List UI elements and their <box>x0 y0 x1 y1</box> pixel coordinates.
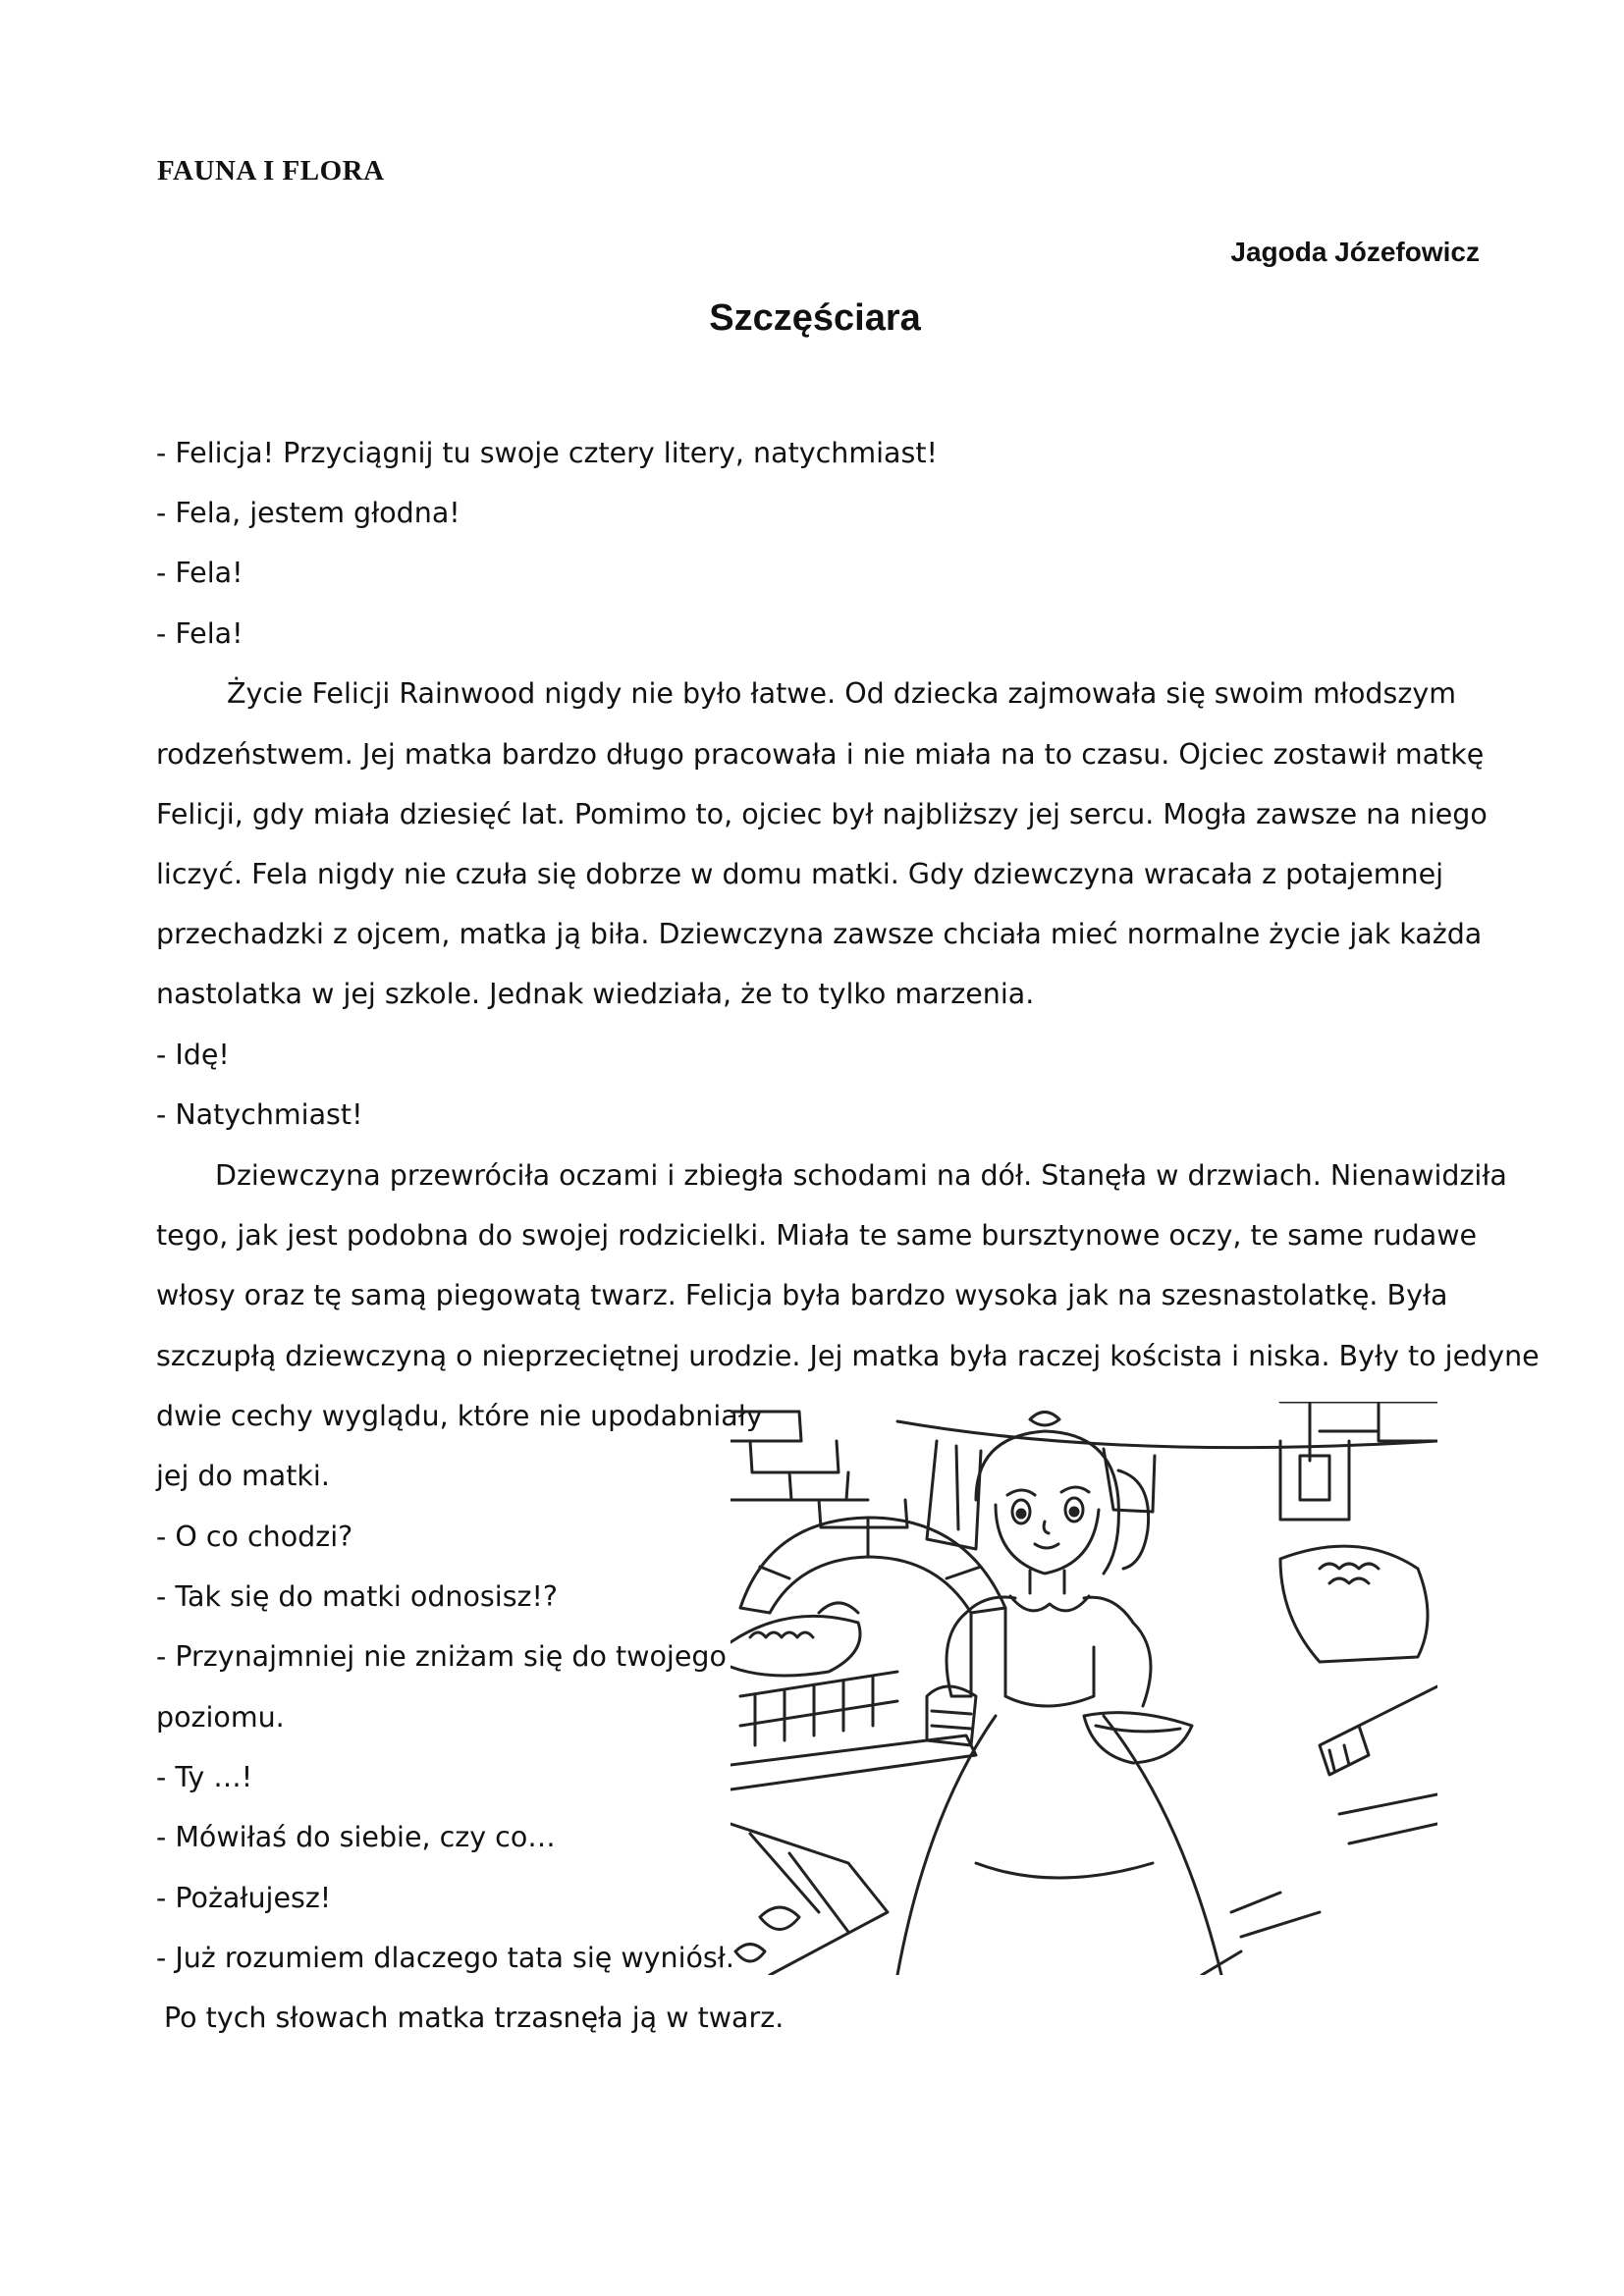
section-heading: FAUNA I FLORA <box>157 155 385 187</box>
body-line: - Fela, jestem głodna! <box>156 497 460 529</box>
body-line: - Przynajmniej nie zniżam się do twojego <box>156 1640 727 1673</box>
body-line: - Fela! <box>156 617 244 650</box>
body-line: tego, jak jest podobna do swojej rodzicielki. Miała te same bursztynowe oczy, te same rudawe <box>156 1219 1478 1252</box>
body-line: dwie cechy wyglądu, które nie upodabniały <box>156 1400 763 1432</box>
body-line: - Już rozumiem dlaczego tata się wyniósł. <box>156 1942 734 1974</box>
body-line: nastolatka w jej szkole. Jednak wiedziała, że to tylko marzenia. <box>156 978 1035 1010</box>
body-line: Życie Felicji Rainwood nigdy nie było łatwe. Od dziecka zajmowała się swoim młodszym <box>227 677 1456 710</box>
body-line: Felicji, gdy miała dziesięć lat. Pomimo to, ojciec był najbliższy jej sercu. Mogła zawsze na niego <box>156 798 1488 830</box>
body-line: jej do matki. <box>156 1460 330 1492</box>
body-line: - Ty …! <box>156 1761 253 1793</box>
body-line: - Natychmiast! <box>156 1098 363 1131</box>
body-line: rodzeństwem. Jej matka bardzo długo pracowała i nie miała na to czasu. Ojciec zostawił matkę <box>156 738 1485 771</box>
girl-in-kitchen-illustration <box>731 1402 1437 1975</box>
body-line: poziomu. <box>156 1701 285 1734</box>
body-line: przechadzki z ojcem, matka ją biła. Dziewczyna zawsze chciała mieć normalne życie jak każda <box>156 918 1483 950</box>
body-line: włosy oraz tę samą piegowatą twarz. Felicja była bardzo wysoka jak na szesnastolatkę. Była <box>156 1279 1448 1311</box>
author-name: Jagoda Józefowicz <box>1230 237 1480 267</box>
body-line: - Fela! <box>156 557 244 589</box>
body-line: - Pożałujesz! <box>156 1882 332 1914</box>
body-line: Dziewczyna przewróciła oczami i zbiegła schodami na dół. Stanęła w drzwiach. Nienawidziła <box>215 1159 1507 1192</box>
body-line: - O co chodzi? <box>156 1521 353 1553</box>
body-line: - Felicja! Przyciągnij tu swoje cztery litery, natychmiast! <box>156 437 938 469</box>
body-line: liczyć. Fela nigdy nie czuła się dobrze w domu matki. Gdy dziewczyna wracała z potajemnej <box>156 858 1444 890</box>
body-line: - Idę! <box>156 1039 230 1071</box>
body-line: szczupłą dziewczyną o nieprzeciętnej urodzie. Jej matka była raczej koścista i niska. Były to jedyne <box>156 1340 1540 1372</box>
story-title: Szczęściara <box>709 297 921 339</box>
body-line: - Tak się do matki odnosisz!? <box>156 1580 559 1613</box>
body-line: Po tych słowach matka trzasnęła ją w twarz. <box>164 2002 785 2034</box>
body-line: - Mówiłaś do siebie, czy co… <box>156 1821 556 1853</box>
